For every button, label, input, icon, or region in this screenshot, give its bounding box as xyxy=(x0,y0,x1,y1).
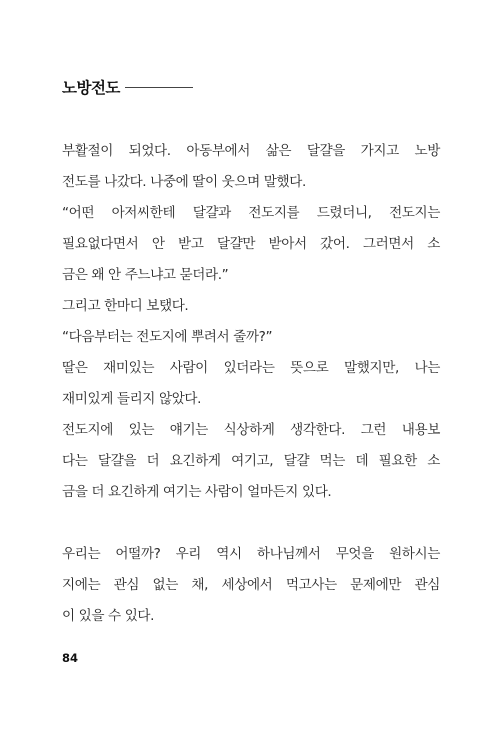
page-number: 84 xyxy=(62,651,79,665)
text-line: 재미있게 들리지 않았다. xyxy=(62,391,202,407)
text-line: “어떤 아저씨한테 달걀과 전도지를 드렸더니, 전도지는 xyxy=(62,205,440,221)
text-line: 부활절이 되었다. 아동부에서 삶은 달걀을 가지고 노방 xyxy=(62,143,440,159)
text-line: 금을 더 요긴하게 여기는 사람이 얼마든지 있다. xyxy=(62,484,332,500)
title-rule xyxy=(125,87,193,88)
chapter-header xyxy=(62,76,193,98)
section-title: 노방전도 xyxy=(62,79,120,97)
body-text xyxy=(62,136,440,632)
text-line: 딸은 재미있는 사람이 있더라는 뜻으로 말했지만, 나는 xyxy=(62,360,440,376)
text-line: “다음부터는 전도지에 뿌려서 줄까?” xyxy=(62,329,273,345)
text-line: 전도를 나갔다. 나중에 딸이 웃으며 말했다. xyxy=(62,174,306,190)
text-line: 전도지에 있는 얘기는 식상하게 생각한다. 그런 내용보 xyxy=(62,422,440,438)
text-line: 다는 달걀을 더 요긴하게 여기고, 달걀 먹는 데 필요한 소 xyxy=(62,453,440,469)
text-line: 지에는 관심 없는 채, 세상에서 먹고사는 문제에만 관심 xyxy=(62,577,440,593)
text-line: 필요없다면서 안 받고 달걀만 받아서 갔어. 그러면서 소 xyxy=(62,236,440,252)
paragraph-gap xyxy=(62,508,440,539)
text-line: 금은 왜 안 주느냐고 묻더라.” xyxy=(62,267,229,283)
text-line: 그리고 한마디 보탰다. xyxy=(62,298,189,314)
text-line: 이 있을 수 있다. xyxy=(62,608,155,624)
text-line: 우리는 어떨까? 우리 역시 하나님께서 무엇을 원하시는 xyxy=(62,546,440,562)
